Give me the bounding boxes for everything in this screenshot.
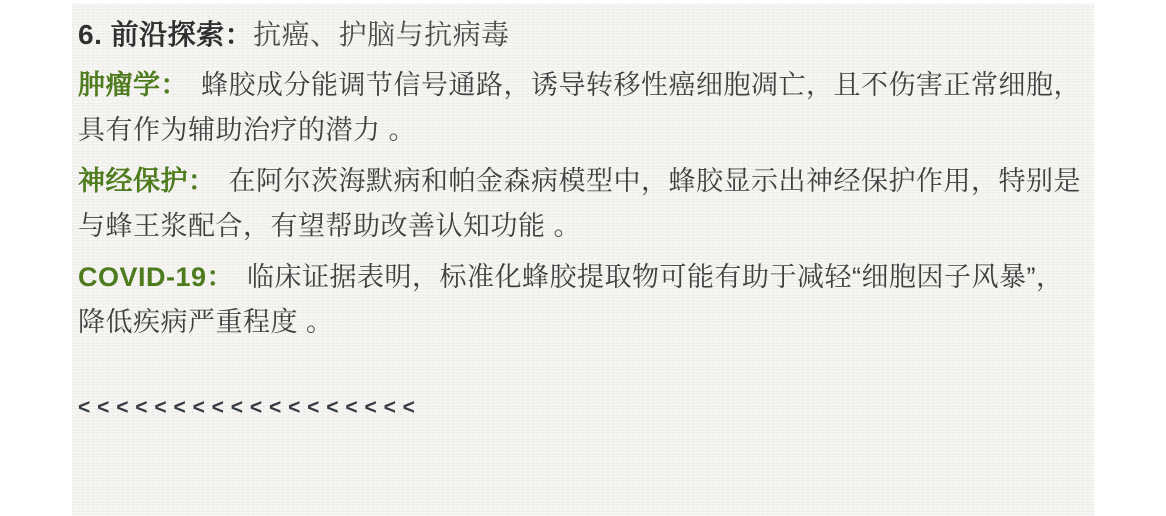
topic-label-oncology: 肿瘤学： [78,70,188,100]
paragraph-text: 在阿尔茨海默病和帕金森病模型中，蜂胶显示出神经保护作用，特别是 [228,166,1081,196]
document-page [72,4,1094,516]
paragraph-line [78,63,1086,108]
footer-chevron-marks: < < < < < < < < < < < < < < < < < < [78,396,416,419]
paragraph-neuroprotection [78,159,1086,249]
topic-label-covid19: COVID-19： [78,262,235,292]
paragraph-line: 降低疾病严重程度 。 [78,307,334,337]
paragraph-line [78,255,1086,300]
topic-label-neuroprotection: 神经保护： [78,166,216,196]
paragraph-covid19 [78,255,1086,345]
heading-subtitle: 抗癌、护脑与抗病毒 [253,19,510,50]
section-heading [78,12,1086,57]
heading-number-title: 6. 前沿探索： [78,19,254,50]
paragraph-line: 与蜂王浆配合，有望帮助改善认知功能 。 [78,211,582,241]
paragraph-line: 具有作为辅助治疗的潜力 。 [78,115,417,145]
paragraph-oncology [78,63,1086,153]
paragraph-line [78,159,1086,204]
paragraph-text: 蜂胶成分能调节信号通路，诱导转移性癌细胞凋亡，且不伤害正常细胞， [201,70,1081,100]
paragraph-text: 临床证据表明，标准化蜂胶提取物可能有助于减轻“细胞因子风暴”， [247,262,1064,292]
